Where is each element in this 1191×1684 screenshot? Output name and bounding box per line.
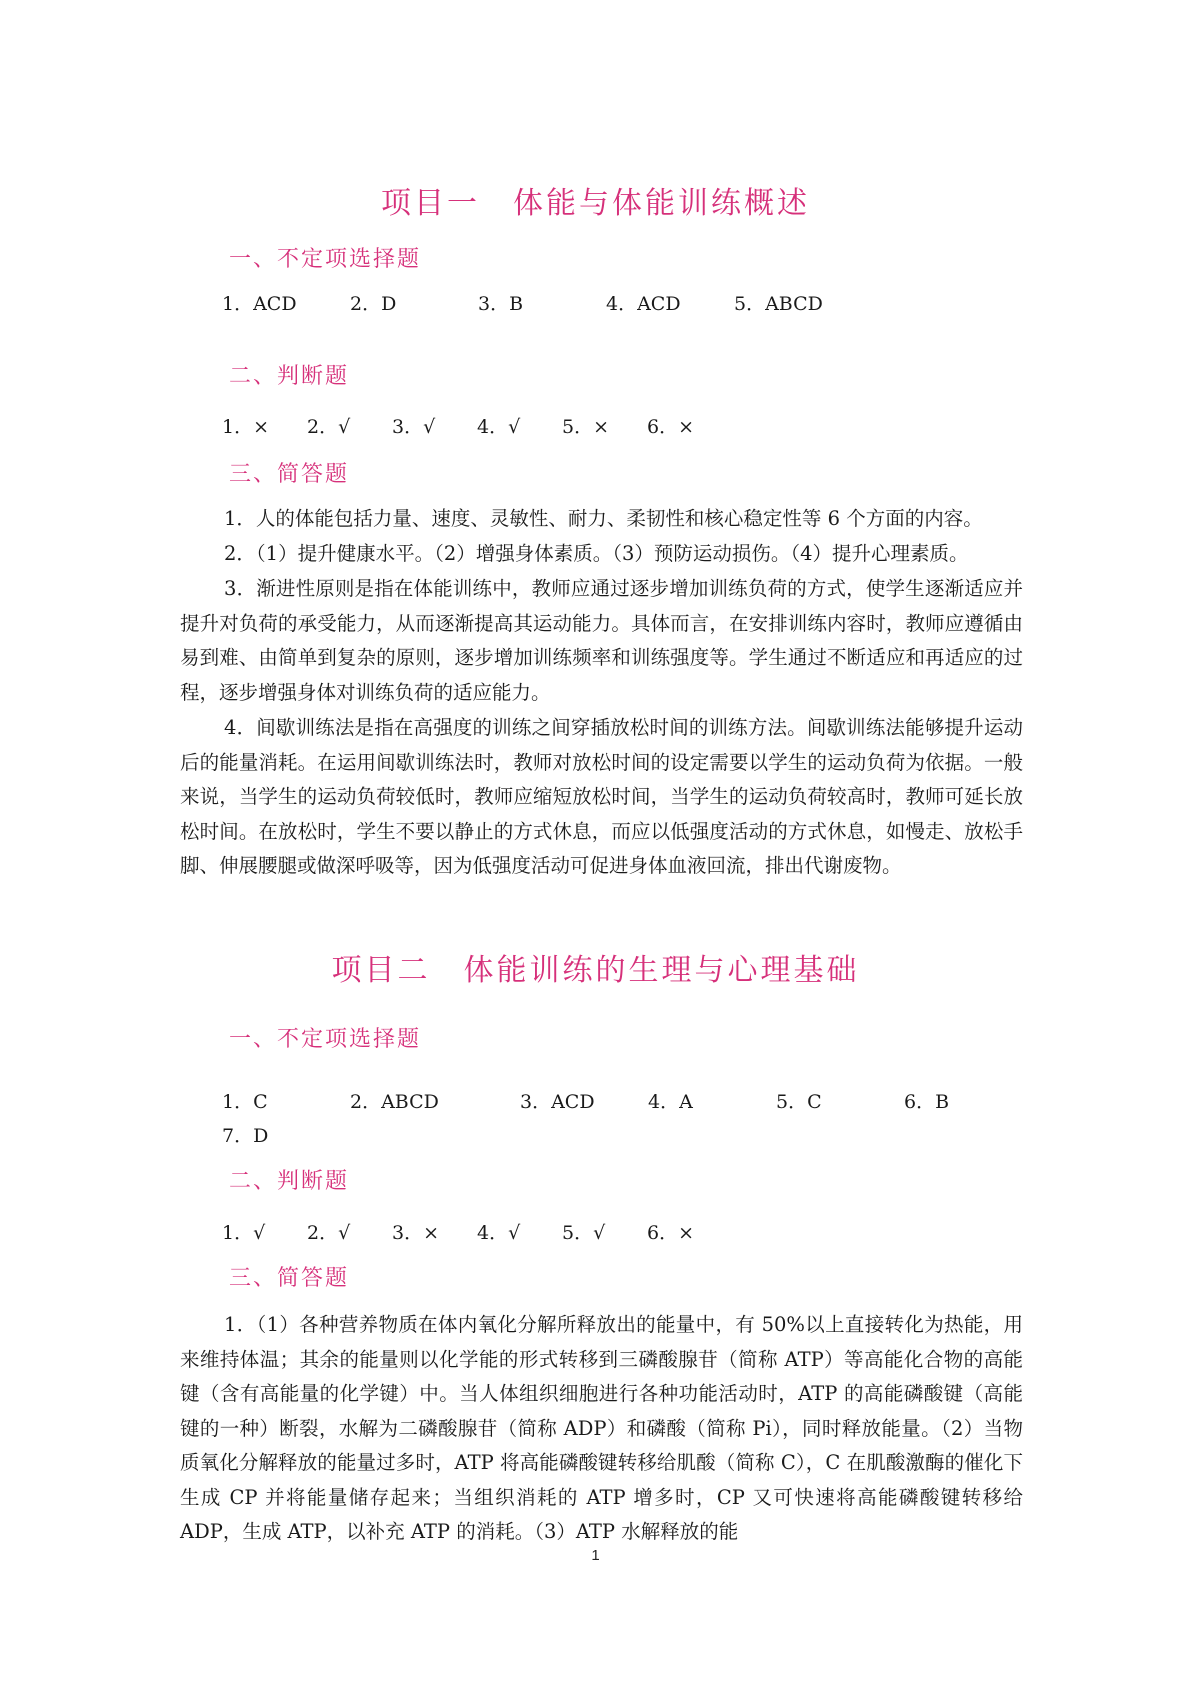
answer-item: 4．√ xyxy=(477,1222,521,1244)
answer-item: 5．√ xyxy=(562,1222,606,1244)
answer-item: 1．ACD xyxy=(222,293,297,315)
answer-item: 6．B xyxy=(904,1091,950,1113)
answer-item: 2．ABCD xyxy=(350,1091,439,1113)
project1-tf-heading: 二、判断题 xyxy=(229,364,350,389)
project1-mc-heading: 一、不定项选择题 xyxy=(229,247,422,272)
answer-item: 1．× xyxy=(222,416,270,438)
answer-item: 5．× xyxy=(562,416,610,438)
project2-short-heading: 三、简答题 xyxy=(229,1266,350,1291)
answer-item: 7．D xyxy=(222,1125,269,1147)
project1-answer-4: 4．间歇训练法是指在高强度的训练之间穿插放松时间的训练方法。间歇训练法能够提升运动后的能量消耗。在运用间歇训练法时，教师对放松时间的设定需要以学生的运动负荷为依据。一般来说，当学生的运动负荷较低时，教师应缩短放松时间，当学生的运动负荷较高时，教师可延长放松时间。在放松时，学生不要以静止的方式休息，而应以低强度活动的方式休息，如慢走、放松手脚、伸展腰腿或做深呼吸等，因为低强度活动可促进身体血液回流，排出代谢废物。 xyxy=(180,716,1023,877)
answer-item: 3．√ xyxy=(392,416,436,438)
project1-short-heading: 三、简答题 xyxy=(229,462,350,487)
answer-item: 5．ABCD xyxy=(734,293,823,315)
answer-item: 3．B xyxy=(478,293,524,315)
answer-item: 4．√ xyxy=(477,416,521,438)
answer-item: 1．√ xyxy=(222,1222,266,1244)
answer-item: 3．× xyxy=(392,1222,440,1244)
project1-title: 项目一 体能与体能训练概述 xyxy=(381,186,810,221)
answer-item: 5．C xyxy=(776,1091,822,1113)
answer-item: 2．√ xyxy=(307,416,351,438)
answer-item: 6．× xyxy=(647,416,695,438)
project1-answer-2: 2．（1）提升健康水平。（2）增强身体素质。（3）预防运动损伤。（4）提升心理素质。 xyxy=(224,542,969,565)
project2-answer-1: 1．（1）各种营养物质在体内氧化分解所释放出的能量中，有 50%以上直接转化为热能，用来维持体温；其余的能量则以化学能的形式转移到三磷酸腺苷（简称 ATP）等高能化合物的高能键（含有高能量的化学键）中。当人体组织细胞进行各种功能活动时，ATP 的高能磷酸键（高能键的一种）断裂，水解为二磷酸腺苷（简称 ADP）和磷酸（简称 Pi），同时释放能量。（2）当物质氧化分解释放的能量过多时，ATP 将高能磷酸键转移给肌酸（简称 C），C 在肌酸激酶的催化下生成 CP 并将能量储存起来；当组织消耗的 ATP 增多时，CP 又可快速将高能磷酸键转移给 ADP，生成 ATP，以补充 ATP 的消耗。（3）ATP 水解释放的能 xyxy=(180,1313,1023,1543)
answer-item: 4．A xyxy=(648,1091,693,1113)
answer-item: 1．C xyxy=(222,1091,268,1113)
project2-title: 项目二 体能训练的生理与心理基础 xyxy=(331,953,860,988)
page-number: 1 xyxy=(591,1547,600,1564)
answer-item: 2．√ xyxy=(307,1222,351,1244)
answer-item: 6．× xyxy=(647,1222,695,1244)
project1-answer-1: 1．人的体能包括力量、速度、灵敏性、耐力、柔韧性和核心稳定性等 6 个方面的内容。 xyxy=(224,507,983,530)
answer-item: 4．ACD xyxy=(606,293,681,315)
project2-mc-heading: 一、不定项选择题 xyxy=(229,1027,422,1052)
answer-item: 3．ACD xyxy=(520,1091,595,1113)
project1-answer-3: 3．渐进性原则是指在体能训练中，教师应通过逐步增加训练负荷的方式，使学生逐渐适应并提升对负荷的承受能力，从而逐渐提高其运动能力。具体而言，在安排训练内容时，教师应遵循由易到难、由简单到复杂的原则，逐步增加训练频率和训练强度等。学生通过不断适应和再适应的过程，逐步增强身体对训练负荷的适应能力。 xyxy=(180,577,1023,704)
project2-tf-heading: 二、判断题 xyxy=(229,1169,350,1194)
answer-item: 2．D xyxy=(350,293,397,315)
